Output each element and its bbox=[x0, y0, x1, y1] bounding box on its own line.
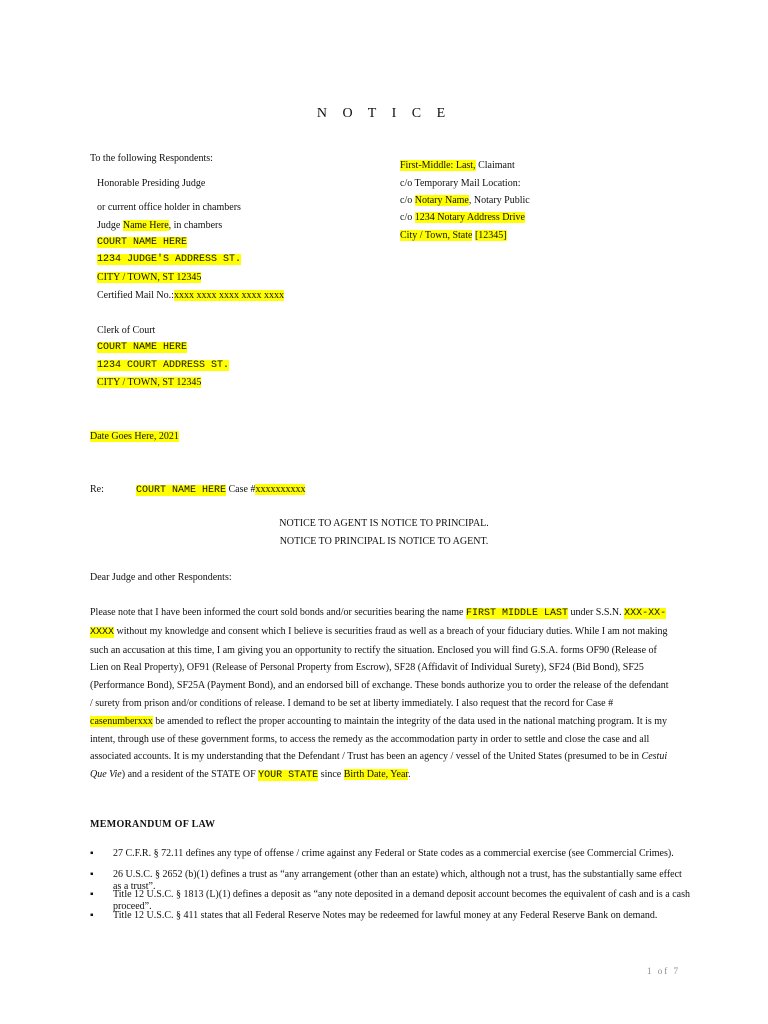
document-date: Date Goes Here, 2021 bbox=[90, 431, 179, 442]
notary-address-line: c/o 1234 Notary Address Drive bbox=[400, 212, 525, 223]
clerk-title: Clerk of Court bbox=[97, 325, 156, 336]
judge-prefix: Judge bbox=[97, 220, 123, 231]
memorandum-list bbox=[90, 848, 690, 930]
page-title: N O T I C E bbox=[316, 106, 452, 121]
list-item: ▪ 27 C.F.R. § 72.11 defines any type of offense / crime against any Federal or State codes as a commercial exercise (see Commercial Crimes). bbox=[90, 848, 674, 859]
claimant-zip: [12345] bbox=[474, 230, 507, 241]
judge-city-state: CITY / TOWN, ST 12345 bbox=[97, 272, 202, 283]
claimant-name-line bbox=[400, 160, 515, 172]
judge-name: Name Here bbox=[122, 220, 169, 231]
case-reference: casenumberxxx bbox=[90, 715, 153, 727]
list-item: ▪ Title 12 U.S.C. § 411 states that all Federal Reserve Notes may be redeemed for lawful money at any Federal Reserve Bank on demand. bbox=[90, 909, 658, 921]
office-holder: or current office holder in chambers bbox=[97, 202, 241, 213]
page-number: 1 of 7 bbox=[647, 966, 680, 976]
re-case-label: Case # bbox=[226, 484, 256, 495]
re-label: Re: bbox=[90, 484, 104, 495]
claimant-suffix: Claimant bbox=[475, 160, 515, 171]
notary-name: Notary Name bbox=[414, 195, 469, 206]
certified-prefix: Certified Mail No.: bbox=[97, 290, 174, 301]
body-paragraph: Please note that I have been informed the court sold bonds and/or securities bearing the name FIRST MIDDLE LAST under S.S.N. XXX-XX-XXXX without my knowledge and consent which I believe is securities fraud as well as a breach of your fiduciary duties. While I am not making such an accusation at this time, I am giving you an opportunity to rectify the situation. Enclosed you will find G.S.A. forms OF90 (Release of Lien on Real Property), OF91 (Release of Personal Property from Escrow), SF28 (Affidavit of Individual Surety), SF24 (Bid Bond), SF25 (Performance Bond), SF25A (Payment Bond), and an endorsed bill of exchange. These bonds authorize you to order the release of the defendant / surety from prison and/or conditions of release. I demand to be set at liberty immediately. I also request that the record for Case # casenumberxxx be amended to reflect the proper accounting to maintain the integrity of the data used in the national matching program. It is my intent, through use of these government forms, to access the remedy as the accommodation party in order to settle and close the case and all associated accounts. It is my understanding that the Defendant / Trust has been an agency / vessel of the United States (presumed to be in Cestui Que Vie) and a resident of the STATE OF YOUR STATE since Birth Date, Year. bbox=[90, 607, 669, 782]
latin-term: Cestui Que Vie bbox=[90, 751, 668, 781]
judge-title: Honorable Presiding Judge bbox=[97, 178, 206, 189]
defendant-name: FIRST MIDDLE LAST bbox=[466, 608, 569, 619]
claimant-city-state: City / Town, State bbox=[400, 230, 473, 241]
certified-mail-line bbox=[97, 290, 284, 302]
court-name: COURT NAME HERE bbox=[97, 237, 188, 248]
mail-location: c/o Temporary Mail Location: bbox=[400, 178, 521, 189]
birth-date: Birth Date, Year bbox=[343, 769, 409, 781]
judge-suffix: , in chambers bbox=[168, 220, 223, 231]
re-court-name: COURT NAME HERE bbox=[136, 485, 227, 496]
bullet-icon: ▪ bbox=[90, 868, 94, 880]
bullet-icon: ▪ bbox=[90, 889, 94, 900]
claimant-name: First-Middle: Last, bbox=[400, 160, 476, 171]
bullet-icon: ▪ bbox=[90, 909, 94, 921]
memorandum-heading: MEMORANDUM OF LAW bbox=[90, 819, 216, 830]
state-name: YOUR STATE bbox=[258, 770, 319, 782]
notice-line-1: NOTICE TO AGENT IS NOTICE TO PRINCIPAL. bbox=[279, 518, 489, 529]
bullet-icon: ▪ bbox=[90, 848, 94, 859]
notice-line-2: NOTICE TO PRINCIPAL IS NOTICE TO AGENT. bbox=[279, 536, 489, 547]
judge-name-line bbox=[97, 220, 222, 232]
clerk-address: 1234 COURT ADDRESS ST. bbox=[97, 360, 230, 371]
respondents-intro: To the following Respondents: bbox=[90, 153, 213, 164]
notary-address: 1234 Notary Address Drive bbox=[414, 212, 525, 223]
claimant-city-line bbox=[400, 230, 507, 242]
list-item: ▪ 26 U.S.C. § 2652 (b)(1) defines a trust as “any arrangement (other than an estate) which, although not a trust, has the substantially same effect as a trust”. bbox=[90, 868, 682, 892]
certified-number: xxxx xxxx xxxx xxxx xxxx bbox=[173, 290, 284, 301]
clerk-city-state: CITY / TOWN, ST 12345 bbox=[97, 377, 202, 388]
list-item: ▪ Title 12 U.S.C. § 1813 (L)(1) defines a deposit as “any note deposited in a demand deposit account becomes the equivalent of cash and is a cash proceed”. bbox=[90, 889, 690, 912]
ssn: XXX-XX-XXXX bbox=[90, 608, 667, 638]
judge-address: 1234 JUDGE'S ADDRESS ST. bbox=[97, 254, 242, 265]
salutation: Dear Judge and other Respondents: bbox=[90, 572, 232, 583]
clerk-court-name: COURT NAME HERE bbox=[97, 342, 188, 353]
notary-line: c/o Notary Name, Notary Public bbox=[400, 195, 530, 206]
re-case-number: xxxxxxxxxx bbox=[255, 484, 306, 495]
re-line bbox=[136, 484, 305, 497]
